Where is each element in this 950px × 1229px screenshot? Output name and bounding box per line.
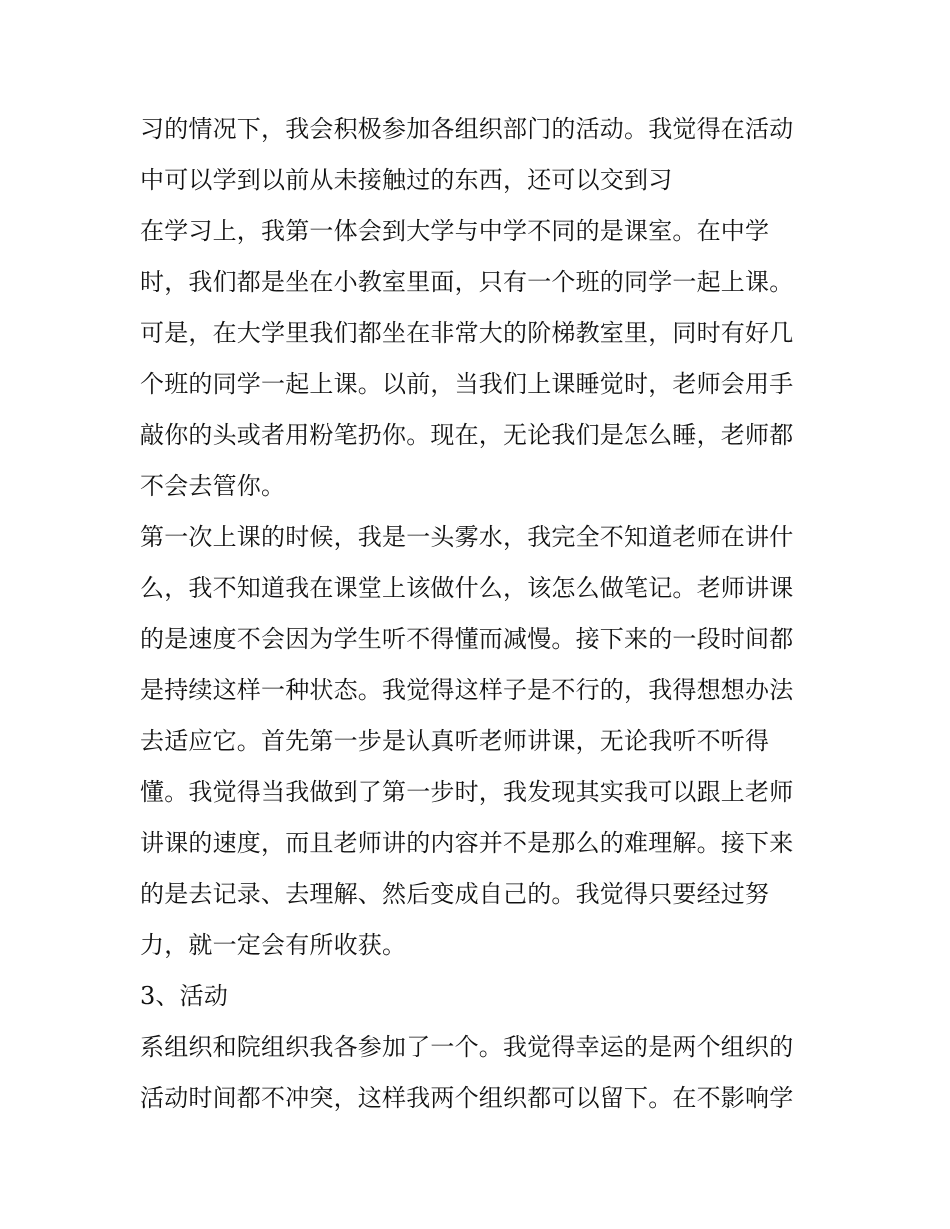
text-line: 活动时间都不冲突，这样我两个组织都可以留下。在不影响学 xyxy=(140,1084,794,1112)
text-line: 力，就一定会有所收获。 xyxy=(140,931,407,959)
text-line: 中可以学到以前从未接触过的东西，还可以交到习 xyxy=(140,166,673,194)
text-line: 的是去记录、去理解、然后变成自己的。我觉得只要经过努 xyxy=(140,880,770,908)
section-heading: 3、活动 xyxy=(140,982,229,1010)
text-line: 是持续这样一种状态。我觉得这样子是不行的，我得想想办法 xyxy=(140,676,794,704)
text-line: 第一次上课的时候，我是一头雾水，我完全不知道老师在讲什 xyxy=(140,523,794,551)
text-line: 么，我不知道我在课堂上该做什么，该怎么做笔记。老师讲课 xyxy=(140,574,794,602)
text-line: 的是速度不会因为学生听不得懂而减慢。接下来的一段时间都 xyxy=(140,625,794,653)
text-line: 懂。我觉得当我做到了第一步时，我发现其实我可以跟上老师 xyxy=(140,778,794,806)
text-line: 讲课的速度，而且老师讲的内容并不是那么的难理解。接下来 xyxy=(140,829,794,857)
text-line: 可是，在大学里我们都坐在非常大的阶梯教室里，同时有好几 xyxy=(140,319,794,347)
text-line: 不会去管你。 xyxy=(140,472,286,500)
text-line: 在学习上，我第一体会到大学与中学不同的是课室。在中学 xyxy=(140,217,770,245)
text-line: 习的情况下，我会积极参加各组织部门的活动。我觉得在活动 xyxy=(140,115,794,143)
text-line: 个班的同学一起上课。以前，当我们上课睡觉时，老师会用手 xyxy=(140,370,794,398)
text-line: 敲你的头或者用粉笔扔你。现在，无论我们是怎么睡，老师都 xyxy=(140,421,794,449)
text-line: 系组织和院组织我各参加了一个。我觉得幸运的是两个组织的 xyxy=(140,1033,794,1061)
text-line: 时，我们都是坐在小教室里面，只有一个班的同学一起上课。 xyxy=(140,268,794,296)
text-line: 去适应它。首先第一步是认真听老师讲课，无论我听不听得 xyxy=(140,727,770,755)
